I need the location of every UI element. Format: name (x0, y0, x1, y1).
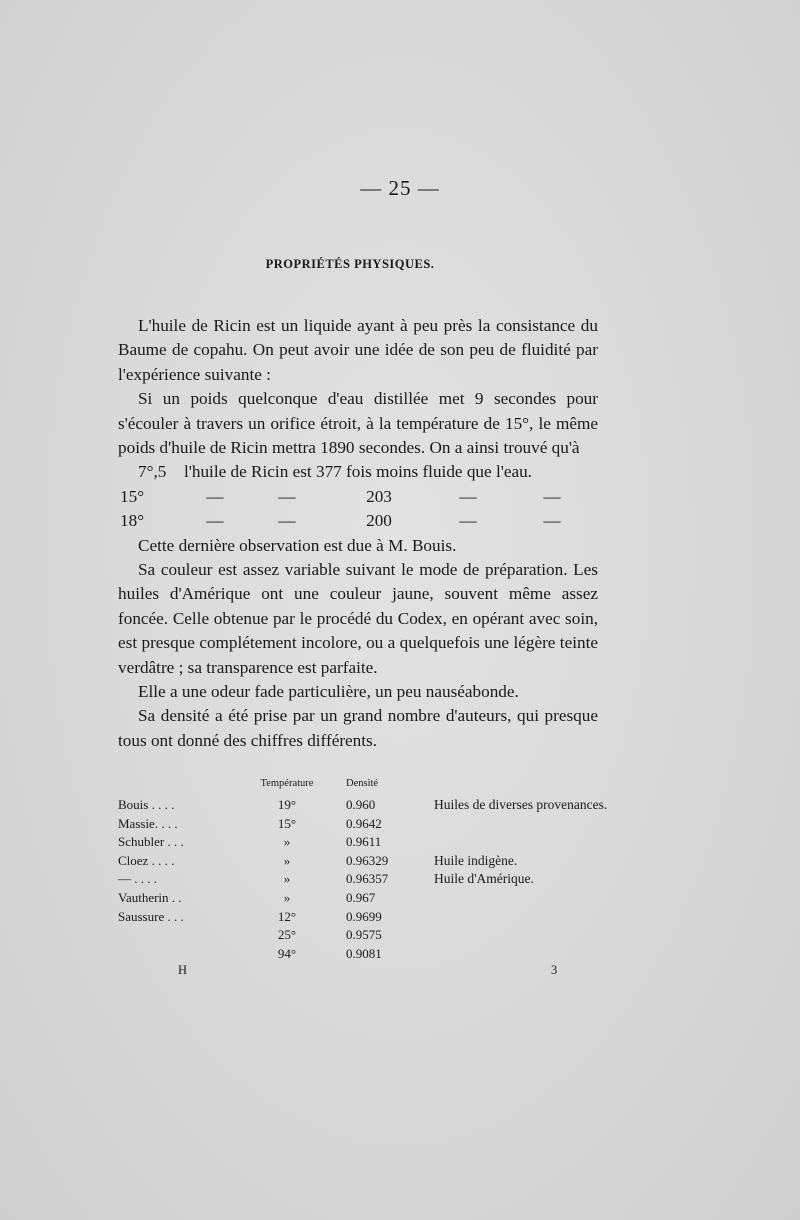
cell-author: Massie. . . . (118, 815, 178, 831)
cell-density: 0.96357 (346, 871, 389, 887)
ratio-row-2 (118, 485, 598, 509)
cell-note: Huile d'Amérique. (434, 871, 534, 887)
density-table (118, 778, 618, 963)
header-author (118, 778, 228, 796)
header-note (408, 778, 618, 796)
table-row (118, 833, 618, 852)
table-row (118, 815, 618, 834)
cell-temperature: » (283, 889, 291, 905)
paragraph-1: L'huile de Ricin est un liquide ayant à peu près la consistance du Baume de copahu. On peut avoir une idée de son peu de fluidité par l'expérience suivante : (118, 316, 598, 384)
section-heading: PROPRIÉTÉS PHYSIQUES. (265, 257, 435, 271)
table-row (118, 908, 618, 927)
cell-author: — . . . . (118, 871, 157, 887)
ratio-dash: — (206, 511, 224, 531)
ratio-dash: — (206, 486, 224, 506)
table-row (118, 945, 618, 964)
cell-density: 0.9642 (346, 815, 382, 831)
cell-density: 0.967 (346, 889, 376, 905)
cell-temperature: » (283, 834, 291, 850)
paragraph-2: Si un poids quelconque d'eau distillée met 9 secondes pour s'écouler à travers un orifice étroit, à la température de 15°, le même poids d'huile de Ricin mettra 1890 secondes. On a ainsi trouvé qu'à (118, 389, 598, 458)
ratio-row-1 (118, 460, 598, 484)
cell-density: 0.9611 (346, 834, 382, 850)
ratio-dash: — (459, 511, 477, 531)
cell-temperature: 25° (277, 927, 297, 943)
table-row (118, 796, 618, 815)
ratio-value: 203 (366, 486, 392, 506)
table-row (118, 870, 618, 889)
paragraph-5: Elle a une odeur fade particulière, un peu nauséabonde. (138, 682, 519, 702)
paragraph-4: Sa couleur est assez variable suivant le mode de préparation. Les huiles d'Amérique ont une couleur jaune, souvent même assez foncée. Celle obtenue par le procédé du Codex, en opérant avec soin, est presque complétement incolore, ou a quelquefois une légère teinte verdâtre ; sa transparence est parfaite. (118, 560, 598, 677)
cell-note (408, 815, 618, 834)
cell-author (118, 945, 228, 964)
cell-note (408, 926, 618, 945)
signature-mark: H (178, 963, 188, 977)
cell-density: 0.960 (346, 797, 376, 812)
ratio-dash: — (278, 511, 296, 531)
cell-density: 0.9575 (346, 927, 382, 943)
cell-temperature: 19° (277, 797, 297, 812)
header-temperature: Température (260, 778, 314, 789)
table-header (118, 778, 618, 796)
header-density: Densité (346, 778, 379, 789)
ratio-dash: — (459, 486, 477, 506)
ratio-dash: — (543, 511, 561, 531)
cell-author: Cloez . . . . (118, 852, 175, 868)
cell-note: Huiles de diverses provenances. (434, 797, 608, 812)
cell-note (408, 945, 618, 964)
table-row (118, 926, 618, 945)
cell-author (118, 926, 228, 945)
cell-temperature: 94° (277, 945, 297, 961)
cell-note (408, 833, 618, 852)
paragraph-6: Sa densité a été prise par un grand nombre d'auteurs, qui presque tous ont donné des chiffres différents. (118, 706, 598, 750)
ratio-temp: 15° (120, 486, 145, 506)
cell-author: Saussure . . . (118, 908, 184, 924)
cell-author: Vautherin . . (118, 889, 182, 905)
cell-note (408, 908, 618, 927)
cell-density: 0.9699 (346, 908, 382, 924)
cell-density: 0.9081 (346, 945, 382, 961)
cell-note: Huile indigène. (434, 852, 518, 868)
table-row (118, 889, 618, 908)
cell-density: 0.96329 (346, 852, 389, 868)
cell-temperature: 15° (277, 815, 297, 831)
ratio-value: 200 (366, 511, 392, 531)
gathering-number: 3 (551, 963, 558, 977)
ratio-row-3 (118, 509, 598, 533)
body-text (118, 314, 598, 753)
cell-temperature: » (283, 852, 291, 868)
table-body (118, 796, 618, 963)
cell-temperature: 12° (277, 908, 297, 924)
page-number: — 25 — (360, 176, 440, 200)
ratio-text: l'huile de Ricin est 377 fois moins fluide que l'eau. (184, 462, 532, 482)
ratio-temp: 7°,5 (138, 462, 167, 482)
ratio-dash: — (278, 486, 296, 506)
ratio-temp: 18° (120, 511, 145, 531)
cell-author: Schubler . . . (118, 834, 184, 850)
cell-author: Bouis . . . . (118, 797, 175, 812)
paragraph-3: Cette dernière observation est due à M. Bouis. (138, 535, 457, 555)
cell-note (408, 889, 618, 908)
ratio-dash: — (543, 486, 561, 506)
table-row (118, 852, 618, 871)
cell-temperature: » (283, 871, 291, 887)
